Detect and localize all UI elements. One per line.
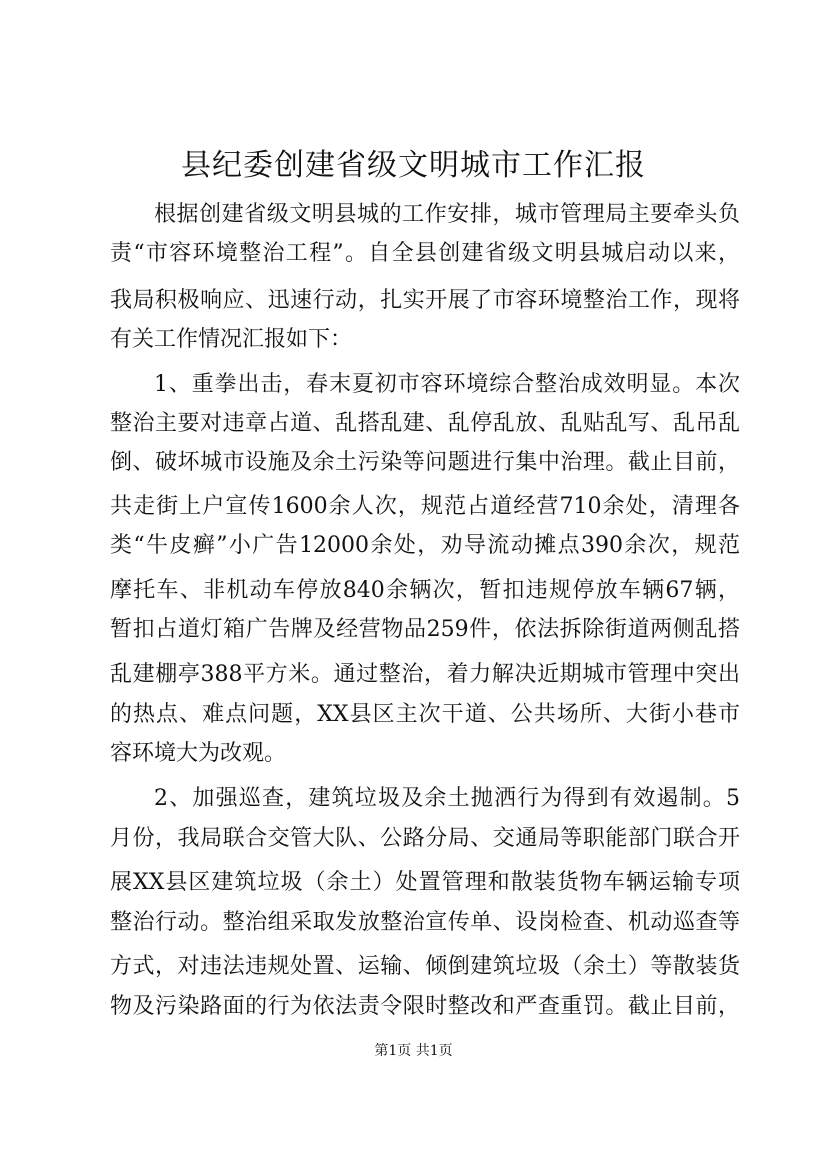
page-number-footer: 第1页 共1页: [374, 1043, 453, 1059]
paragraph-line: 摩托车、非机动车停放840余辆次，暂扣违规停放车辆67辆，: [110, 578, 740, 603]
paragraph-line: 的热点、难点问题，XX县区主次干道、公共场所、大街小巷市: [110, 702, 740, 727]
paragraph-line: 责“市容环境整治工程”。自全县创建省级文明县城启动以来，: [110, 241, 740, 266]
paragraph-line: 根据创建省级文明县城的工作安排，城市管理局主要牵头负: [154, 202, 740, 227]
paragraph-line: 展XX县区建筑垃圾（余土）处置管理和散装货物车辆运输专项: [110, 870, 740, 895]
paragraph-line: 1、重拳出击，春末夏初市容环境综合整治成效明显。本次: [154, 372, 740, 397]
document-title: 县纪委创建省级文明城市工作汇报: [181, 148, 646, 183]
paragraph-line: 有关工作情况汇报如下：: [110, 327, 353, 352]
paragraph-line: 共走街上户宣传1600余人次，规范占道经营710余处，清理各: [110, 494, 740, 519]
paragraph-line: 类“牛皮癣”小广告12000余处，劝导流动摊点390余次，规范: [110, 533, 740, 558]
paragraph-line: 我局积极响应、迅速行动，扎实开展了市容环境整治工作，现将: [110, 288, 740, 313]
paragraph-line: 物及污染路面的行为依法责令限时整改和严查重罚。截止目前，: [110, 994, 740, 1019]
paragraph-line: 乱建棚亭388平方米。通过整治，着力解决近期城市管理中突出: [110, 662, 740, 687]
paragraph-line: 暂扣占道灯箱广告牌及经营物品259件，依法拆除街道两侧乱搭: [110, 617, 740, 642]
paragraph-line: 方式，对违法违规处置、运输、倾倒建筑垃圾（余土）等散装货: [110, 954, 740, 979]
paragraph-line: 倒、破坏城市设施及余土污染等问题进行集中治理。截止目前，: [110, 450, 740, 475]
paragraph-line: 2、加强巡查，建筑垃圾及余土抛洒行为得到有效遏制。5: [154, 786, 740, 811]
paragraph-line: 整治主要对违章占道、乱搭乱建、乱停乱放、乱贴乱写、乱吊乱: [110, 411, 740, 436]
paragraph-line: 容环境大为改观。: [110, 741, 287, 766]
paragraph-line: 月份，我局联合交管大队、公路分局、交通局等职能部门联合开: [110, 826, 740, 851]
paragraph-line: 整治行动。整治组采取发放整治宣传单、设岗检查、机动巡查等: [110, 910, 740, 935]
